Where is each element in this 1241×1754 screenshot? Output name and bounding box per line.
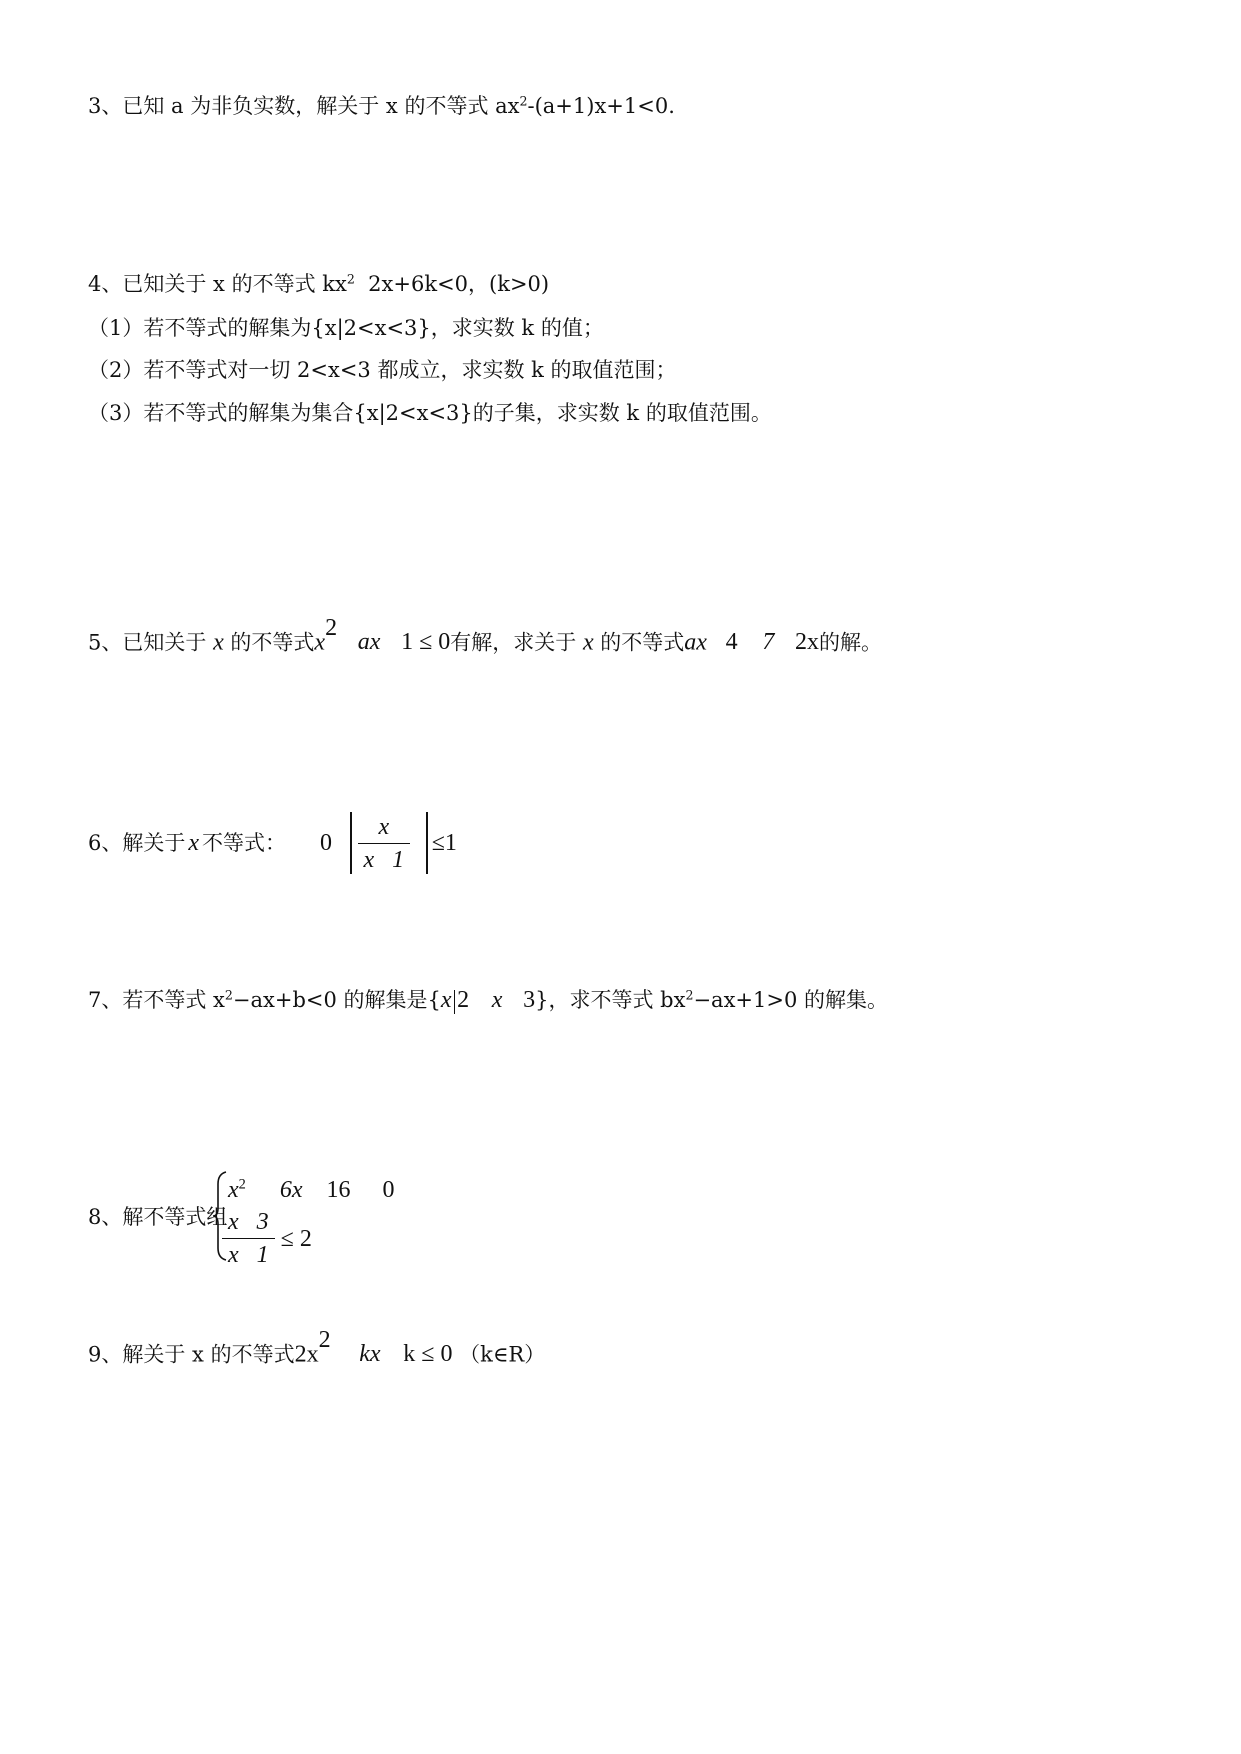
- problem-6-numerator: x: [358, 815, 411, 844]
- problem-7-exponent-1: 2: [224, 987, 233, 1003]
- problem-4-number: 4、: [88, 272, 123, 296]
- problem-3-text-b: -(a+1)x+1<0.: [527, 94, 675, 118]
- problem-7: [88, 988, 888, 1014]
- problem-9-math-2x-text: 2x: [294, 1341, 319, 1368]
- problem-5-math-x: x: [314, 629, 326, 656]
- problem-8-row1-0: 0: [382, 1177, 395, 1203]
- problem-6-text-2: 不等式：: [202, 830, 287, 855]
- problem-8-row1-x: x: [228, 1177, 239, 1203]
- problem-5-text-3: 有解，求关于: [450, 630, 577, 655]
- problem-3-number: 3、: [88, 94, 123, 118]
- problem-3-exponent: 2: [519, 93, 528, 109]
- problem-5-text-1: 已知关于: [122, 630, 207, 655]
- problem-9-number: 9、: [88, 1342, 123, 1367]
- problem-4-part-2: （2）若不等式对一切 2<x<3 都成立，求实数 k 的取值范围；: [88, 358, 677, 382]
- problem-6: [88, 812, 457, 874]
- problem-5-math-ax: ax: [357, 629, 381, 656]
- problem-8-number: 8、: [88, 1205, 123, 1229]
- problem-8-row-2: [222, 1210, 312, 1267]
- problem-4-part-3: （3）若不等式的解集为集合{x|2<x<3}的子集，求实数 k 的取值范围。: [88, 401, 772, 425]
- problem-9-text-1: 解关于 x 的不等式: [122, 1342, 295, 1367]
- problem-6-var-x: x: [188, 830, 200, 856]
- problem-7-text-4: −ax+1>0 的解集。: [693, 988, 889, 1012]
- problem-5-math-4: 4: [725, 629, 738, 656]
- problem-6-fraction: [358, 815, 411, 872]
- problem-6-text-1: 解关于: [122, 830, 186, 855]
- problem-6-math-rhs: ≤1: [431, 830, 457, 856]
- problem-8-relation: ≤ 2: [280, 1225, 312, 1252]
- problem-6-number: 6、: [88, 830, 123, 855]
- problem-6-math-zero: 0: [320, 830, 333, 856]
- problem-3: [88, 93, 675, 118]
- problem-8-row1-6x: 6x: [279, 1177, 303, 1203]
- problem-8-row1-exponent: 2: [238, 1176, 246, 1193]
- problem-9: [88, 1327, 546, 1368]
- problem-7-text-1: 若不等式 x: [122, 988, 225, 1012]
- problem-9-exponent: 2: [318, 1327, 331, 1353]
- problem-4-text-a: 已知关于 x 的不等式 kx: [122, 272, 347, 296]
- problem-9-math-rhs: k ≤ 0: [403, 1341, 453, 1368]
- problem-9-math-kx: kx: [359, 1341, 381, 1368]
- problem-5-math-exponent: 2: [325, 615, 338, 641]
- problem-8-row1-16: 16: [326, 1177, 351, 1203]
- problem-5-math-ax-2: ax: [684, 629, 707, 656]
- problem-5-math-7: 7: [762, 629, 775, 656]
- problem-8-numerator: x 3: [222, 1210, 275, 1239]
- problem-3-text-a: 已知 a 为非负实数，解关于 x 的不等式 ax: [122, 94, 520, 118]
- problem-5: [88, 615, 883, 656]
- problem-5-math-2x: 2x: [795, 629, 820, 656]
- problem-5-number: 5、: [88, 630, 123, 655]
- problem-5-var-x-2: x: [582, 629, 594, 656]
- problem-7-number: 7、: [88, 988, 123, 1012]
- problem-7-exponent-2: 2: [685, 987, 694, 1003]
- problem-7-text-2: −ax+b<0 的解集是{: [232, 988, 441, 1012]
- problem-4-exponent: 2: [346, 271, 355, 287]
- problem-5-text-2: 的不等式: [230, 630, 315, 655]
- problem-8-fraction: [222, 1210, 275, 1267]
- problem-4: [88, 271, 550, 296]
- set-builder-bar: [454, 990, 456, 1014]
- problem-7-math-x-2: x: [491, 987, 503, 1013]
- problem-5-text-5: 的解。: [819, 630, 883, 655]
- problem-8-denominator: x 1: [228, 1242, 269, 1268]
- problem-5-math-rhs: 1 ≤ 0: [401, 629, 451, 656]
- problem-8-text-1: 解不等式组: [122, 1205, 228, 1229]
- problem-7-math-2: 2: [457, 987, 470, 1013]
- problem-4-text-b: 2x+6k<0，(k>0): [354, 272, 550, 296]
- problem-8-row-1: [228, 1178, 395, 1202]
- problem-5-text-4: 的不等式: [600, 630, 685, 655]
- abs-left-bar: [350, 812, 352, 874]
- problem-8-label: [88, 1207, 227, 1228]
- problem-7-text-3: }，求不等式 bx: [535, 988, 686, 1012]
- problem-9-text-2: （k∈R）: [459, 1342, 546, 1367]
- problem-7-math-x: x: [440, 987, 452, 1013]
- problem-7-math-3: 3: [523, 987, 536, 1013]
- problem-9-math-2x: [295, 1341, 319, 1367]
- problem-5-var-x: x: [213, 629, 224, 656]
- problem-4-part-1: （1）若不等式的解集为{x|2<x<3}，求实数 k 的值；: [88, 316, 604, 340]
- problem-6-denominator: x 1: [363, 846, 405, 873]
- abs-right-bar: [426, 812, 428, 874]
